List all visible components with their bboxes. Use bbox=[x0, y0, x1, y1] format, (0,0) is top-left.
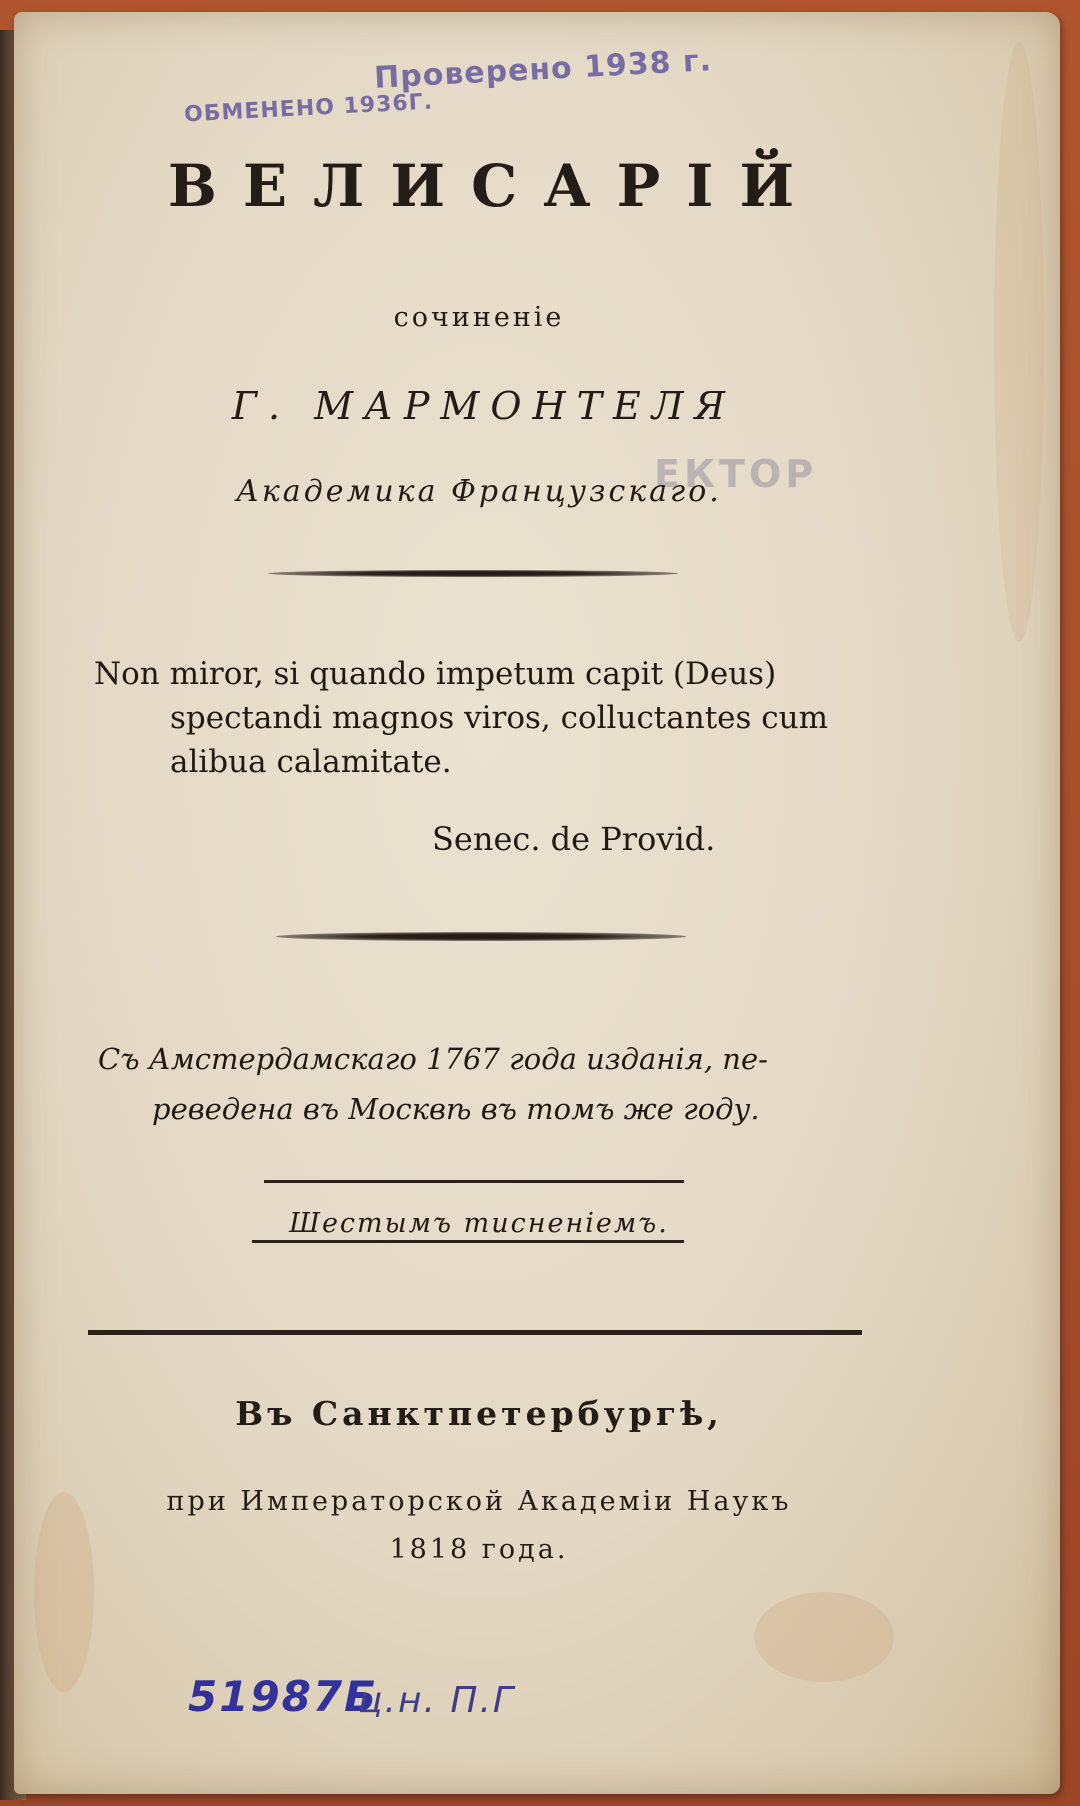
stamp-provereno: Проверено 1938 г. bbox=[373, 43, 713, 96]
edition-line: реведена въ Москвѣ въ томъ же году. bbox=[152, 1092, 760, 1126]
printing-note: Шестымъ тисненіемъ. bbox=[289, 1208, 669, 1239]
epigraph bbox=[94, 652, 874, 784]
title-page bbox=[14, 12, 1060, 1794]
stamp-faint: ЕКТОР bbox=[654, 452, 818, 496]
stamp-obmeneno: ОБМЕНЕНО 1936Г. bbox=[183, 89, 434, 128]
edition-line: Съ Амстердамскаго 1767 года изданія, пе- bbox=[98, 1042, 768, 1076]
handwritten-shelfmark: 51987Б bbox=[188, 1672, 379, 1721]
imprint-year: 1818 года. bbox=[389, 1534, 569, 1565]
imprint-press: при Императорской Академіи Наукъ bbox=[166, 1486, 792, 1517]
imprint-city: Въ Санктпетербургѣ, bbox=[235, 1394, 723, 1433]
author-title: Академика Французскаго. bbox=[236, 474, 722, 509]
printing-rule-bottom bbox=[252, 1240, 684, 1243]
book-subtitle: сочиненіе bbox=[393, 302, 565, 333]
page-stain bbox=[34, 1492, 94, 1692]
handwritten-note: ц.н. П.Г bbox=[358, 1680, 515, 1721]
page-edge-tint bbox=[994, 42, 1044, 642]
ornamental-rule bbox=[276, 932, 686, 941]
ornamental-rule bbox=[268, 570, 678, 577]
edition-note bbox=[98, 1034, 878, 1134]
epigraph-line: spectandi magnos viros, colluctantes cum bbox=[170, 700, 828, 736]
imprint-rule bbox=[88, 1330, 862, 1335]
page-stain bbox=[754, 1592, 894, 1682]
book-title: ВЕЛИСАРІЙ bbox=[167, 152, 821, 220]
book-author: Г. МАРМОНТЕЛЯ bbox=[231, 384, 737, 428]
printing-rule-top bbox=[264, 1180, 684, 1183]
epigraph-line: Non miror, si quando impetum capit (Deus) bbox=[94, 656, 777, 692]
epigraph-line: alibua calamitate. bbox=[170, 744, 452, 780]
epigraph-attribution: Senec. de Provid. bbox=[432, 820, 716, 858]
